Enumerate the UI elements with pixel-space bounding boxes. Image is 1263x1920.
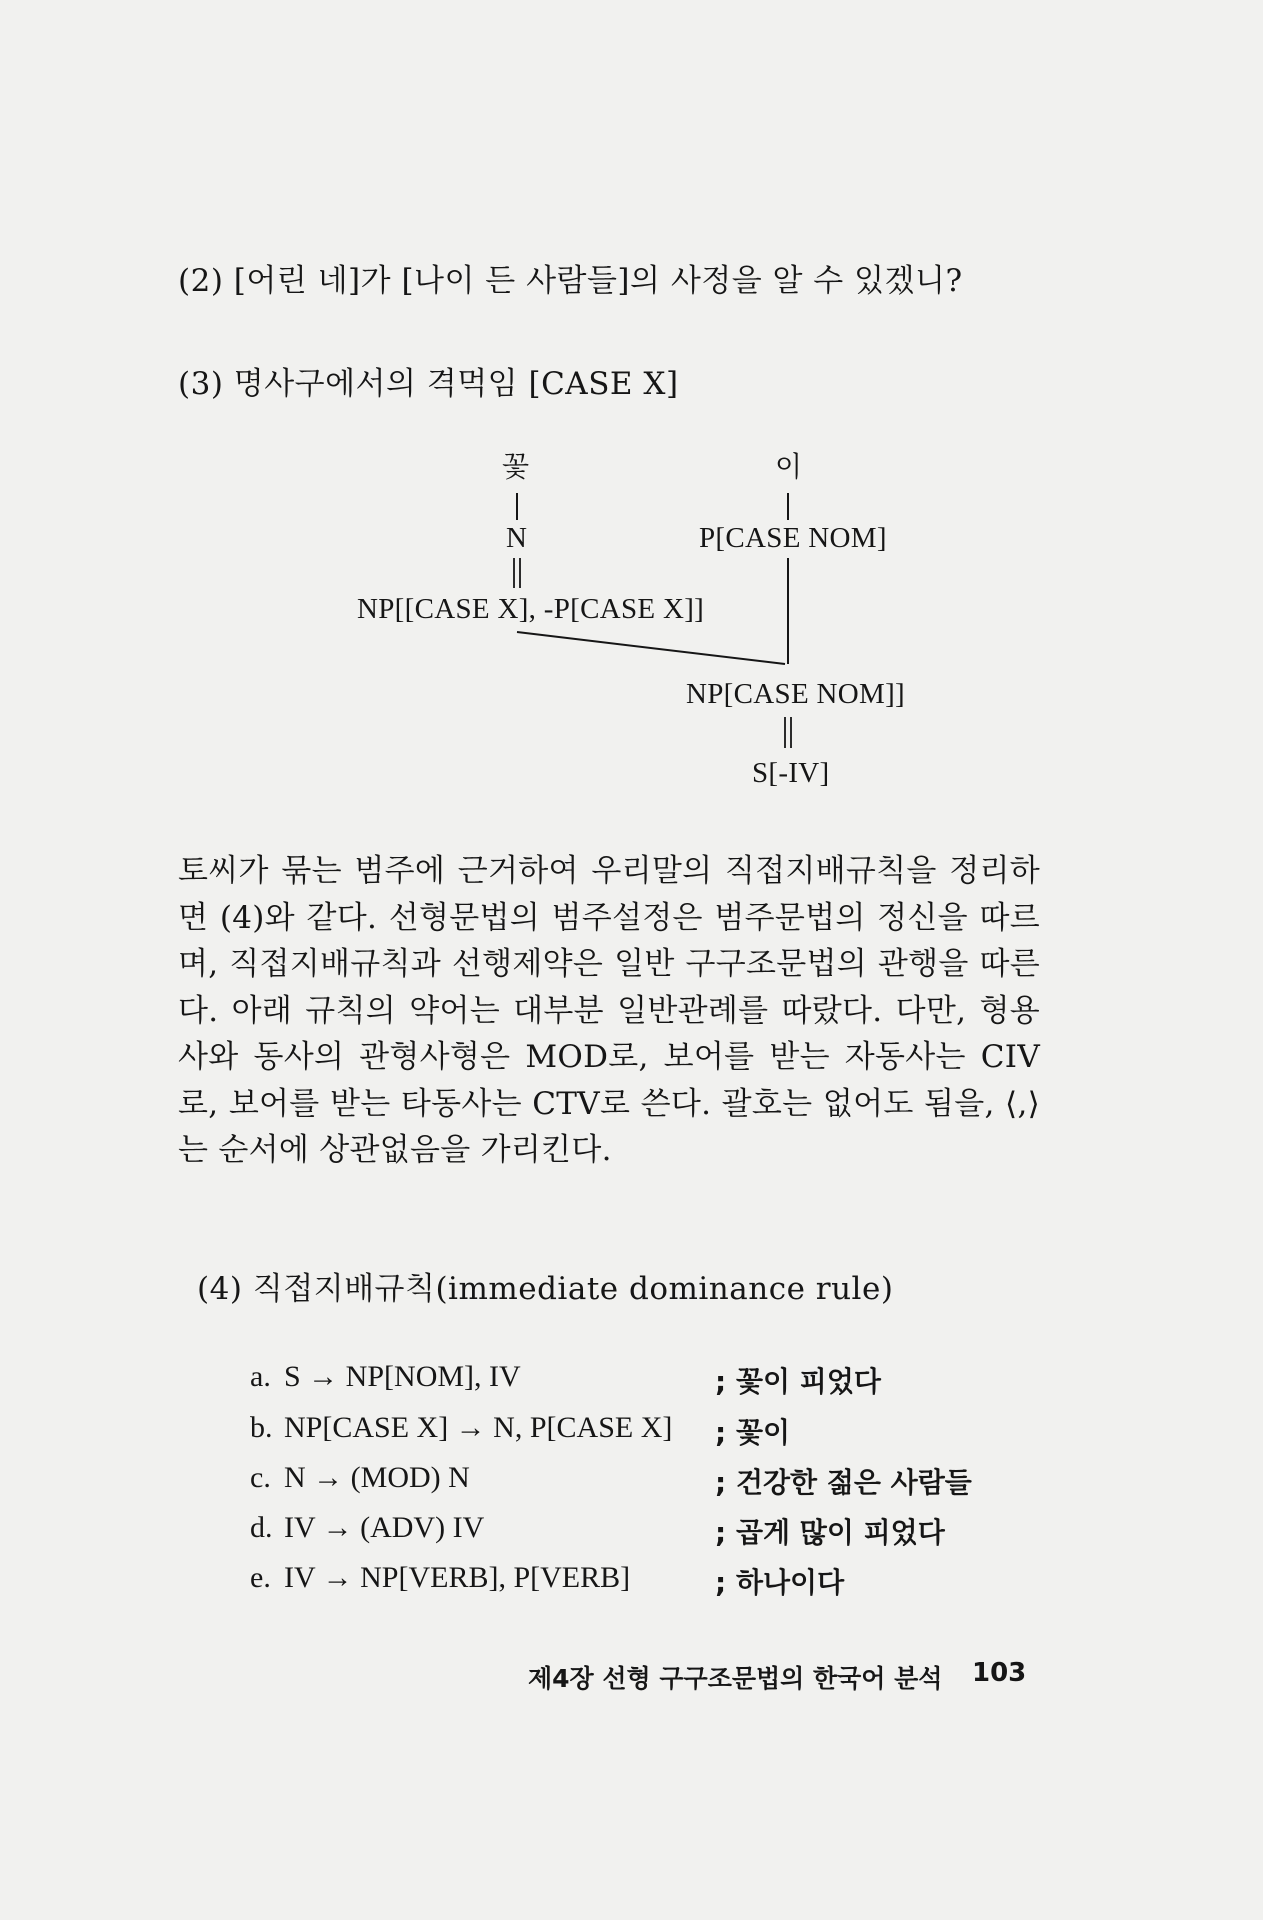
rule-letter: e. [250, 1561, 271, 1594]
rule-gloss: ; 꽃이 [715, 1416, 791, 1449]
rule-letter: b. [250, 1411, 273, 1444]
page-number: 103 [972, 1658, 1027, 1688]
rule-text: IV → (ADV) IV [284, 1511, 485, 1544]
tree-node-s-iv: S[-IV] [752, 757, 830, 789]
rule-text: IV → NP[VERB], P[VERB] [284, 1561, 631, 1594]
rule-gloss: ; 하나이다 [715, 1566, 845, 1599]
rule-gloss: ; 꽃이 피었다 [715, 1365, 881, 1398]
rule-letter: c. [250, 1461, 271, 1494]
example-2: (2) [어린 네]가 [나이 든 사람들]의 사정을 알 수 있겠니? [178, 263, 963, 299]
tree-node-p-case-nom: P[CASE NOM] [699, 522, 887, 554]
tree-node-np-case-x: NP[[CASE X], -P[CASE X]] [357, 593, 705, 625]
rule-text: S → NP[NOM], IV [284, 1360, 521, 1393]
rule-gloss: ; 건강한 젊은 사람들 [715, 1466, 972, 1499]
running-footer-chapter: 제4장 선형 구구조문법의 한국어 분석 [528, 1664, 943, 1693]
example-4-heading: (4) 직접지배규칙(immediate dominance rule) [197, 1271, 894, 1307]
rule-letter: a. [250, 1360, 271, 1393]
tree-line-np-join [517, 632, 785, 664]
rule-gloss: ; 곱게 많이 피었다 [715, 1516, 945, 1549]
tree-word-left: 꽃 [502, 450, 530, 483]
example-3-heading: (3) 명사구에서의 격먹임 [CASE X] [178, 366, 679, 402]
rule-text: N → (MOD) N [284, 1461, 470, 1494]
body-paragraph: 토씨가 묶는 범주에 근거하여 우리말의 직접지배규칙을 정리하면 (4)와 같다. 선형문법의 범주설정은 범주문법의 정신을 따르며, 직접지배규칙과 선행제약은 일반 구구조문법의 관행을 따른다. 아래 규칙의 약어는 대부분 일반관례를 따랐다. 다만, 형용사와 동사의 관형사형은 MOD로, 보어를 받는 자동사는 CIV로, 보어를 받는 타동사는 CTV로 쓴다. 괄호는 없어도 됨을, ⟨,⟩는 순서에 상관없음을 가리킨다. [178, 853, 1040, 1168]
tree-node-np-case-nom: NP[CASE NOM]] [686, 678, 905, 710]
tree-node-n: N [506, 522, 528, 554]
tree-word-right: 이 [775, 450, 803, 483]
rule-text: NP[CASE X] → N, P[CASE X] [284, 1411, 673, 1444]
rule-letter: d. [250, 1511, 273, 1544]
